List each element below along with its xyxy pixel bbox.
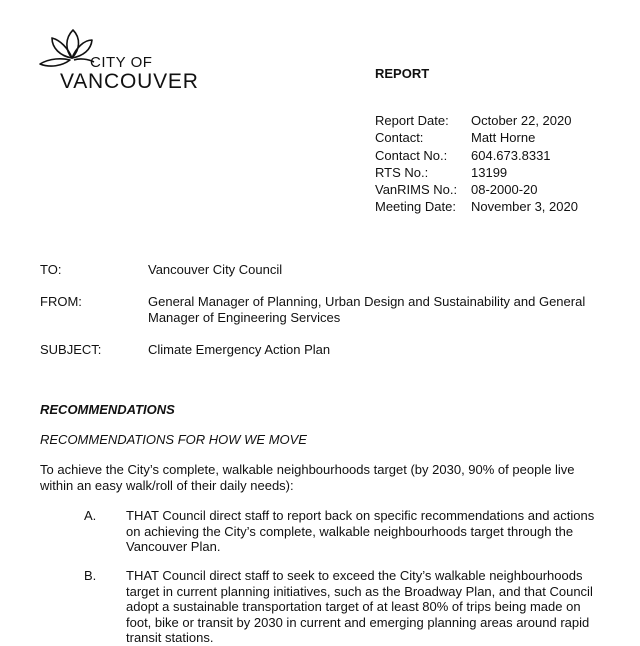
- meta-label: Report Date:: [375, 113, 449, 128]
- to-label: TO:: [40, 262, 62, 277]
- meta-label: Contact:: [375, 130, 424, 146]
- meta-row: [375, 147, 578, 164]
- meta-row: [375, 164, 578, 181]
- recommendation-item: [84, 568, 604, 646]
- logo-vancouver: VANCOUVER: [60, 70, 199, 93]
- how-we-move-heading: RECOMMENDATIONS FOR HOW WE MOVE: [40, 432, 307, 447]
- meta-row: [375, 181, 578, 198]
- recommendation-letter: A.: [84, 508, 97, 523]
- report-meta: [375, 112, 578, 216]
- from-label: FROM:: [40, 294, 82, 309]
- recommendation-text: THAT Council direct staff to seek to exceed the City’s walkable neighbourhoods target in current planning initiatives, such as the Broadway Plan, and that Council adopt a sustainable transportation target of at least 80% of trips being made on foot, bike or transit by 2030 in current and emerging planning areas around rapid transit stations.: [126, 568, 593, 645]
- city-logo: [38, 28, 208, 92]
- meta-row: [375, 112, 578, 129]
- meta-label: RTS No.:: [375, 164, 429, 180]
- to-row: [40, 262, 608, 278]
- meta-value: November 3, 2020: [471, 199, 578, 215]
- from-value: General Manager of Planning, Urban Design and Sustainability and General Manager of Engineering Services: [148, 294, 586, 325]
- subject-label: SUBJECT:: [40, 342, 102, 357]
- meta-value: 604.673.8331: [471, 147, 551, 163]
- meta-row: [375, 198, 578, 215]
- meta-value: 08-2000-20: [471, 182, 538, 198]
- to-value: Vancouver City Council: [148, 262, 283, 277]
- meta-label: Contact No.:: [375, 147, 448, 163]
- meta-value: 13199: [471, 164, 508, 180]
- meta-row: [375, 129, 578, 146]
- from-row: [40, 294, 608, 326]
- report-title: REPORT: [375, 66, 430, 81]
- recommendation-text: THAT Council direct staff to report back on specific recommendations and actions on achieving the City’s complete, walkable neighbourhoods target through the Vancouver Plan.: [126, 508, 595, 554]
- meta-label: VanRIMS No.:: [375, 182, 458, 198]
- subject-row: [40, 342, 608, 358]
- logo-city-of: CITY OF: [90, 54, 153, 71]
- recommendations-heading: RECOMMENDATIONS: [40, 402, 175, 417]
- recommendation-item: [84, 508, 604, 555]
- intro-paragraph: To achieve the City’s complete, walkable neighbourhoods target (by 2030, 90% of people live within an easy walk/roll of their daily needs):: [40, 462, 575, 493]
- meta-label: Meeting Date:: [375, 199, 456, 215]
- recommendation-letter: B.: [84, 568, 97, 583]
- meta-value: October 22, 2020: [471, 113, 572, 128]
- subject-value: Climate Emergency Action Plan: [148, 342, 331, 357]
- meta-value: Matt Horne: [471, 130, 536, 146]
